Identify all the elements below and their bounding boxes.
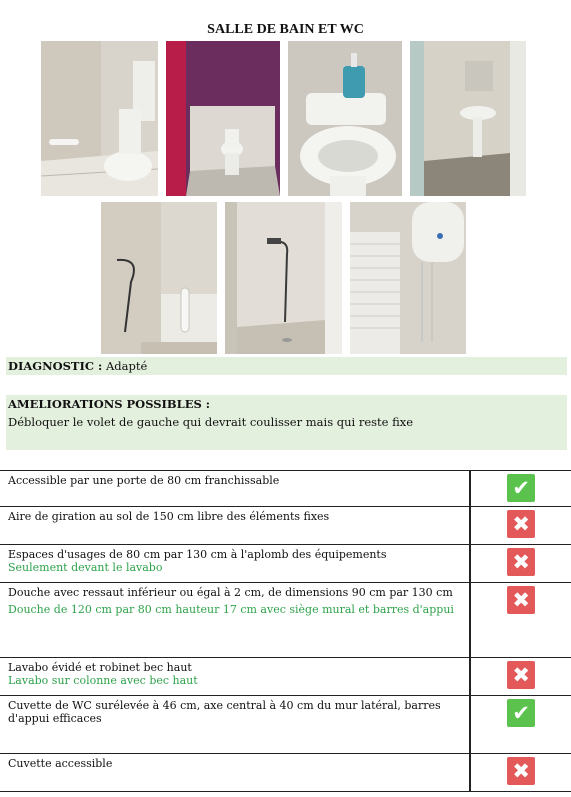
ameliorations-text: Débloquer le volet de gauche qui devrait coulisser mais qui reste fixe [8,415,414,429]
ameliorations-label: AMELIORATIONS POSSIBLES : [8,397,211,411]
cross-icon: ✖ [507,548,535,576]
photo-shower-grab-bar [101,202,217,354]
criterion-note: Douche de 120 cm par 80 cm hauteur 17 cm avec siège mural et barres d'appui [8,603,454,616]
page-title: SALLE DE BAIN ET WC [207,22,364,37]
criterion-cell [0,545,470,583]
photo-wc-room [166,41,280,196]
criterion-text: Douche avec ressaut inférieur ou égal à 2 cm, de dimensions 90 cm par 130 cm [8,586,453,599]
status-cell [470,471,571,507]
criterion-cell [0,507,470,545]
photo-wc-grab-bar [41,41,158,196]
criterion-row [0,754,571,792]
photo-water-heater [350,202,466,354]
criterion-cell [0,754,470,792]
criteria-table [0,470,571,792]
photo-washbasin [410,41,526,196]
criterion-row [0,545,571,583]
diagnostic-band [6,357,567,375]
diagnostic-value: Adapté [105,359,148,373]
check-icon: ✔ [507,474,535,502]
check-icon: ✔ [507,699,535,727]
diagnostic-label: DIAGNOSTIC : [8,359,103,373]
status-cell [470,507,571,545]
criterion-row [0,658,571,696]
criterion-cell [0,696,470,754]
criterion-note: Lavabo sur colonne avec bec haut [8,674,198,687]
cross-icon: ✖ [507,586,535,614]
photo-toilet-closeup [288,41,402,196]
status-cell [470,583,571,658]
criterion-cell [0,583,470,658]
criterion-row [0,471,571,507]
criterion-text: Aire de giration au sol de 150 cm libre des éléments fixes [8,510,330,523]
criterion-text: Cuvette de WC surélevée à 46 cm, axe central à 40 cm du mur latéral, barres d'appui efficaces [8,699,441,725]
criterion-note: Seulement devant le lavabo [8,561,163,574]
status-cell [470,545,571,583]
criterion-text: Accessible par une porte de 80 cm franchissable [8,474,280,487]
status-cell [470,658,571,696]
criterion-row [0,583,571,658]
criterion-row [0,696,571,754]
criterion-text: Lavabo évidé et robinet bec haut [8,661,192,674]
criterion-cell [0,471,470,507]
cross-icon: ✖ [507,661,535,689]
cross-icon: ✖ [507,757,535,785]
status-cell [470,754,571,792]
criterion-cell [0,658,470,696]
criterion-row [0,507,571,545]
criterion-text: Espaces d'usages de 80 cm par 130 cm à l'aplomb des équipements [8,548,387,561]
cross-icon: ✖ [507,510,535,538]
criterion-text: Cuvette accessible [8,757,113,770]
ameliorations-band [6,395,567,450]
photo-shower-enclosure [225,202,342,354]
status-cell [470,696,571,754]
